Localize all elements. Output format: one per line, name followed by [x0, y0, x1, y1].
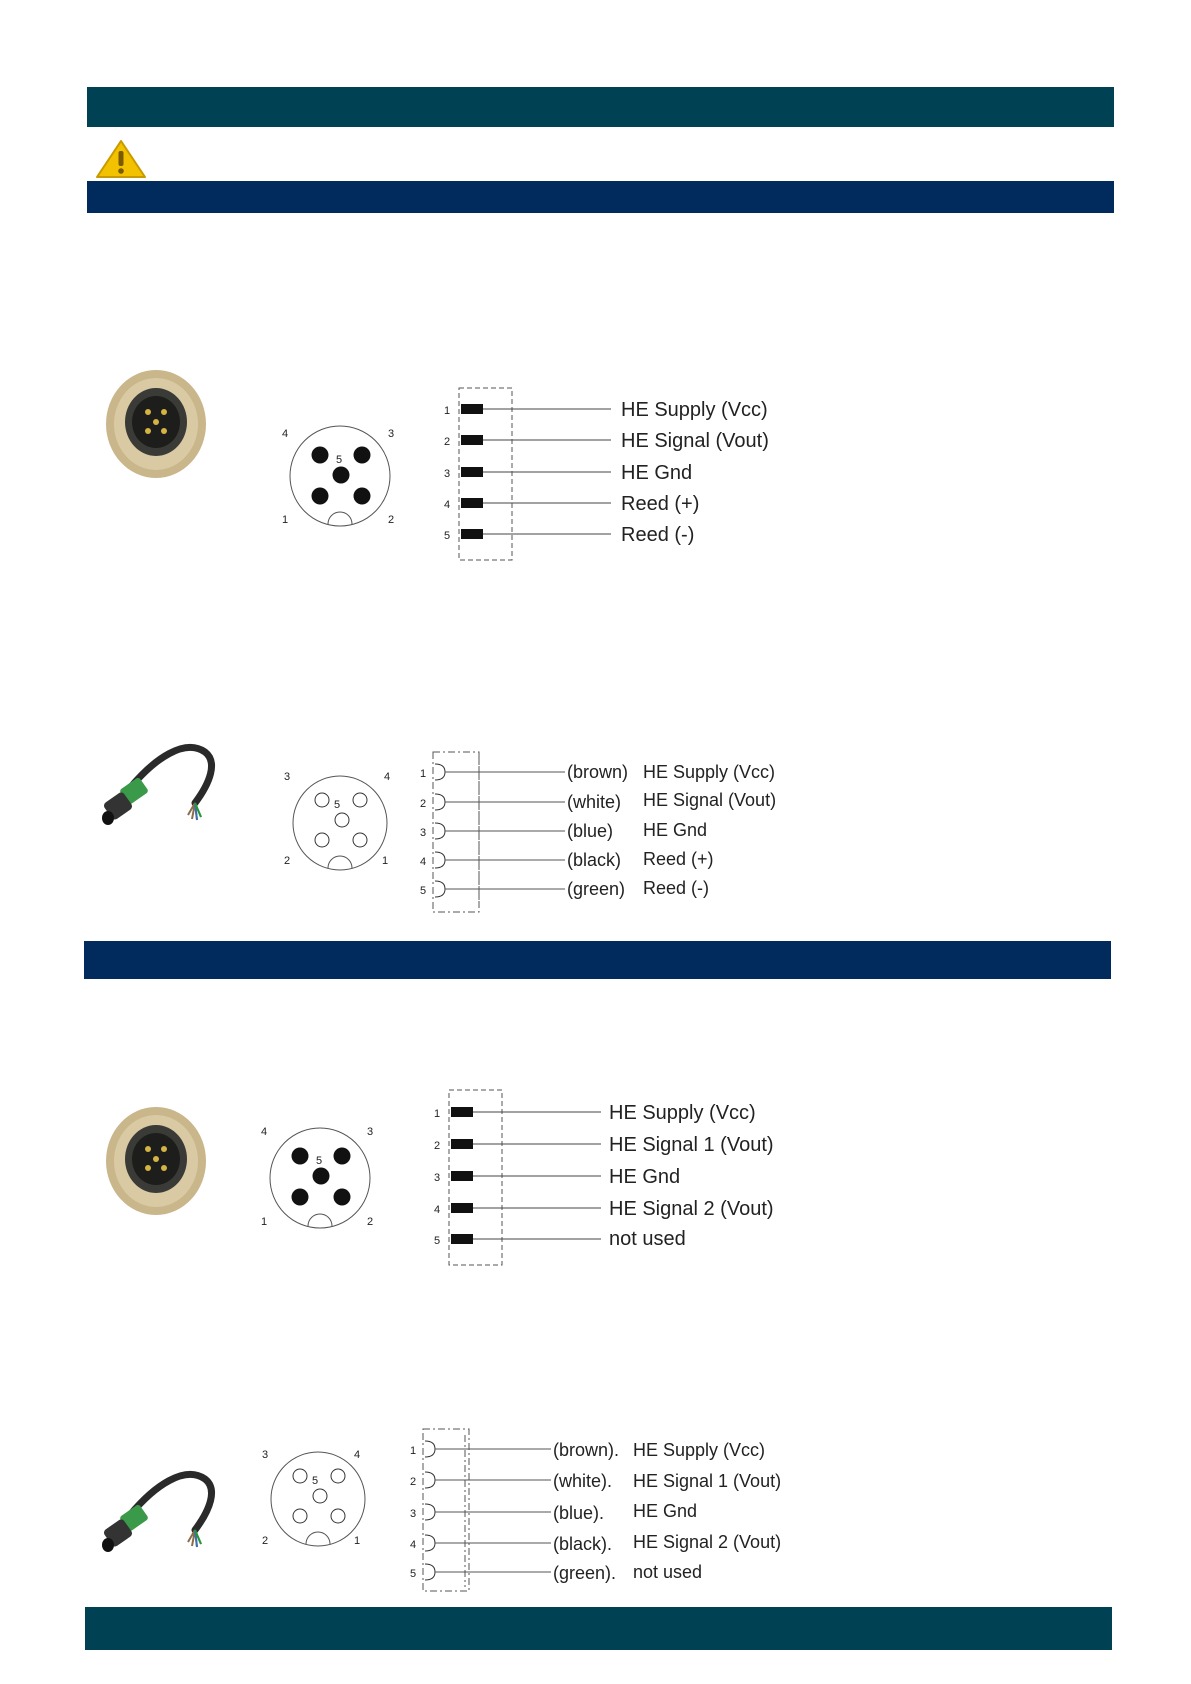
wire-row: [410, 1562, 702, 1583]
pin-dot: [354, 447, 371, 464]
m12-male-receptacle-photo: [104, 368, 209, 480]
pin-number: 4: [444, 499, 451, 511]
pin-row: [434, 1228, 686, 1250]
footer-bar: [85, 1607, 1112, 1650]
wire-color-label: (brown).: [553, 1440, 620, 1460]
pin-signal-label: HE Signal (Vout): [643, 790, 777, 810]
face-number: 4: [282, 428, 289, 440]
wire-color-label: (brown): [567, 762, 629, 782]
pin-dot: [354, 488, 371, 505]
pin-hole: [293, 1509, 307, 1523]
pin-number: 2: [420, 798, 427, 810]
pin-number: 5: [420, 885, 427, 897]
pin-hole: [331, 1509, 345, 1523]
pin-signal-label: HE Signal (Vout): [621, 430, 769, 452]
pin-dot: [313, 1168, 330, 1185]
pin-number: 4: [434, 1204, 441, 1216]
pin-signal-label: HE Signal 1 (Vout): [633, 1471, 782, 1491]
wire-color-label: (green).: [553, 1563, 617, 1583]
pin-hole: [315, 793, 329, 807]
pin-signal-label: HE Gnd: [643, 820, 708, 840]
pin-row: [434, 1166, 680, 1188]
pin-face-diagram: [258, 1444, 378, 1554]
pin-dot: [312, 488, 329, 505]
pin-signal-label: HE Signal 1 (Vout): [609, 1134, 774, 1156]
pin-number: 4: [410, 1539, 417, 1551]
pin-hole: [353, 833, 367, 847]
pin-number: 2: [444, 436, 451, 448]
face-number: 1: [354, 1535, 361, 1547]
pin-hole: [315, 833, 329, 847]
pin-signal-label: HE Gnd: [609, 1166, 681, 1188]
pin-dot: [334, 1189, 351, 1206]
pin-dot: [334, 1148, 351, 1165]
pin-number: 3: [434, 1172, 441, 1184]
face-number: 3: [367, 1126, 374, 1138]
section-bar-1: [87, 181, 1114, 213]
pinout-diagram: [425, 1090, 805, 1268]
face-number: 2: [388, 514, 395, 526]
face-number: 2: [262, 1535, 269, 1547]
face-number: 2: [284, 855, 291, 867]
pin-signal-label: Reed (-): [643, 878, 710, 898]
pin-signal-label: HE Supply (Vcc): [633, 1440, 766, 1460]
pin-signal-label: Reed (-): [621, 524, 695, 546]
pin-signal-label: HE Signal 2 (Vout): [609, 1198, 774, 1220]
face-number: 3: [388, 428, 395, 440]
pin-number: 5: [410, 1568, 417, 1580]
pin-number: 1: [434, 1108, 441, 1120]
section-bar-2: [84, 941, 1111, 979]
pin-hole: [353, 793, 367, 807]
wire-row: [420, 790, 776, 812]
pin-number: 3: [410, 1508, 417, 1520]
wire-row: [420, 849, 714, 870]
pin-signal-label: not used: [633, 1562, 703, 1582]
pin-dot: [292, 1148, 309, 1165]
pin-face-diagram: [280, 768, 400, 878]
pin-number: 5: [444, 530, 451, 542]
wire-color-label: (black).: [553, 1534, 613, 1554]
pin-number: 2: [434, 1140, 441, 1152]
pin-row: [444, 524, 694, 546]
pin-signal-label: HE Supply (Vcc): [643, 762, 776, 782]
m12-female-cable-photo: [100, 738, 220, 848]
face-number: 5: [316, 1155, 323, 1167]
wire-color-label: (blue).: [553, 1503, 605, 1523]
wire-row: [420, 762, 775, 782]
pin-hole: [293, 1469, 307, 1483]
pin-number: 1: [444, 405, 451, 417]
warning-triangle-icon: [94, 138, 148, 180]
pin-row: [444, 493, 699, 515]
pin-number: 1: [420, 768, 427, 780]
pin-dot: [312, 447, 329, 464]
pin-signal-label: HE Gnd: [621, 462, 693, 484]
wire-row: [410, 1471, 781, 1491]
pin-number: 3: [444, 468, 451, 480]
pin-hole: [313, 1489, 327, 1503]
pin-signal-label: HE Supply (Vcc): [609, 1102, 756, 1124]
wire-row: [420, 820, 707, 841]
pin-hole: [335, 813, 349, 827]
pin-number: 5: [434, 1235, 441, 1247]
wire-row: [410, 1440, 765, 1460]
pin-row: [434, 1198, 774, 1220]
pin-face-diagram: [255, 1122, 385, 1237]
face-number: 4: [261, 1126, 268, 1138]
pin-signal-label: HE Signal 2 (Vout): [633, 1532, 782, 1552]
m12-female-cable-photo: [100, 1465, 220, 1575]
pin-signal-label: not used: [609, 1228, 686, 1250]
pin-number: 4: [420, 856, 427, 868]
wire-color-label: (black): [567, 850, 622, 870]
pin-row: [444, 462, 692, 484]
pin-signal-label: Reed (+): [643, 849, 714, 869]
pin-row: [434, 1102, 756, 1124]
pin-row: [434, 1134, 774, 1156]
pin-dot: [292, 1189, 309, 1206]
face-number: 4: [354, 1449, 361, 1461]
pin-number: 1: [410, 1445, 417, 1457]
pin-row: [444, 399, 768, 421]
face-number: 3: [262, 1449, 269, 1461]
pin-face-diagram: [275, 420, 405, 535]
face-number: 3: [284, 771, 291, 783]
wire-color-label: (blue): [567, 821, 614, 841]
face-number: 1: [282, 514, 289, 526]
face-number: 5: [336, 454, 343, 466]
pin-signal-label: Reed (+): [621, 493, 700, 515]
wire-color-diagram: [415, 750, 795, 915]
pin-signal-label: HE Gnd: [633, 1501, 698, 1521]
wire-color-diagram: [405, 1427, 805, 1595]
wire-color-label: (white): [567, 792, 622, 812]
pin-number: 2: [410, 1476, 417, 1488]
wire-color-label: (green): [567, 879, 626, 899]
face-number: 4: [384, 771, 391, 783]
face-number: 2: [367, 1216, 374, 1228]
pinout-diagram: [435, 388, 795, 566]
face-number: 1: [261, 1216, 268, 1228]
pin-hole: [331, 1469, 345, 1483]
face-number: 5: [312, 1475, 319, 1487]
wire-row: [410, 1501, 697, 1523]
wire-row: [410, 1532, 781, 1554]
m12-male-receptacle-photo: [104, 1105, 209, 1217]
pin-dot: [333, 467, 350, 484]
pin-number: 3: [420, 827, 427, 839]
face-number: 1: [382, 855, 389, 867]
title-bar: [87, 87, 1114, 127]
wire-row: [420, 878, 709, 899]
wire-color-label: (white).: [553, 1471, 613, 1491]
face-number: 5: [334, 799, 341, 811]
pin-row: [444, 430, 769, 452]
pin-signal-label: HE Supply (Vcc): [621, 399, 768, 421]
